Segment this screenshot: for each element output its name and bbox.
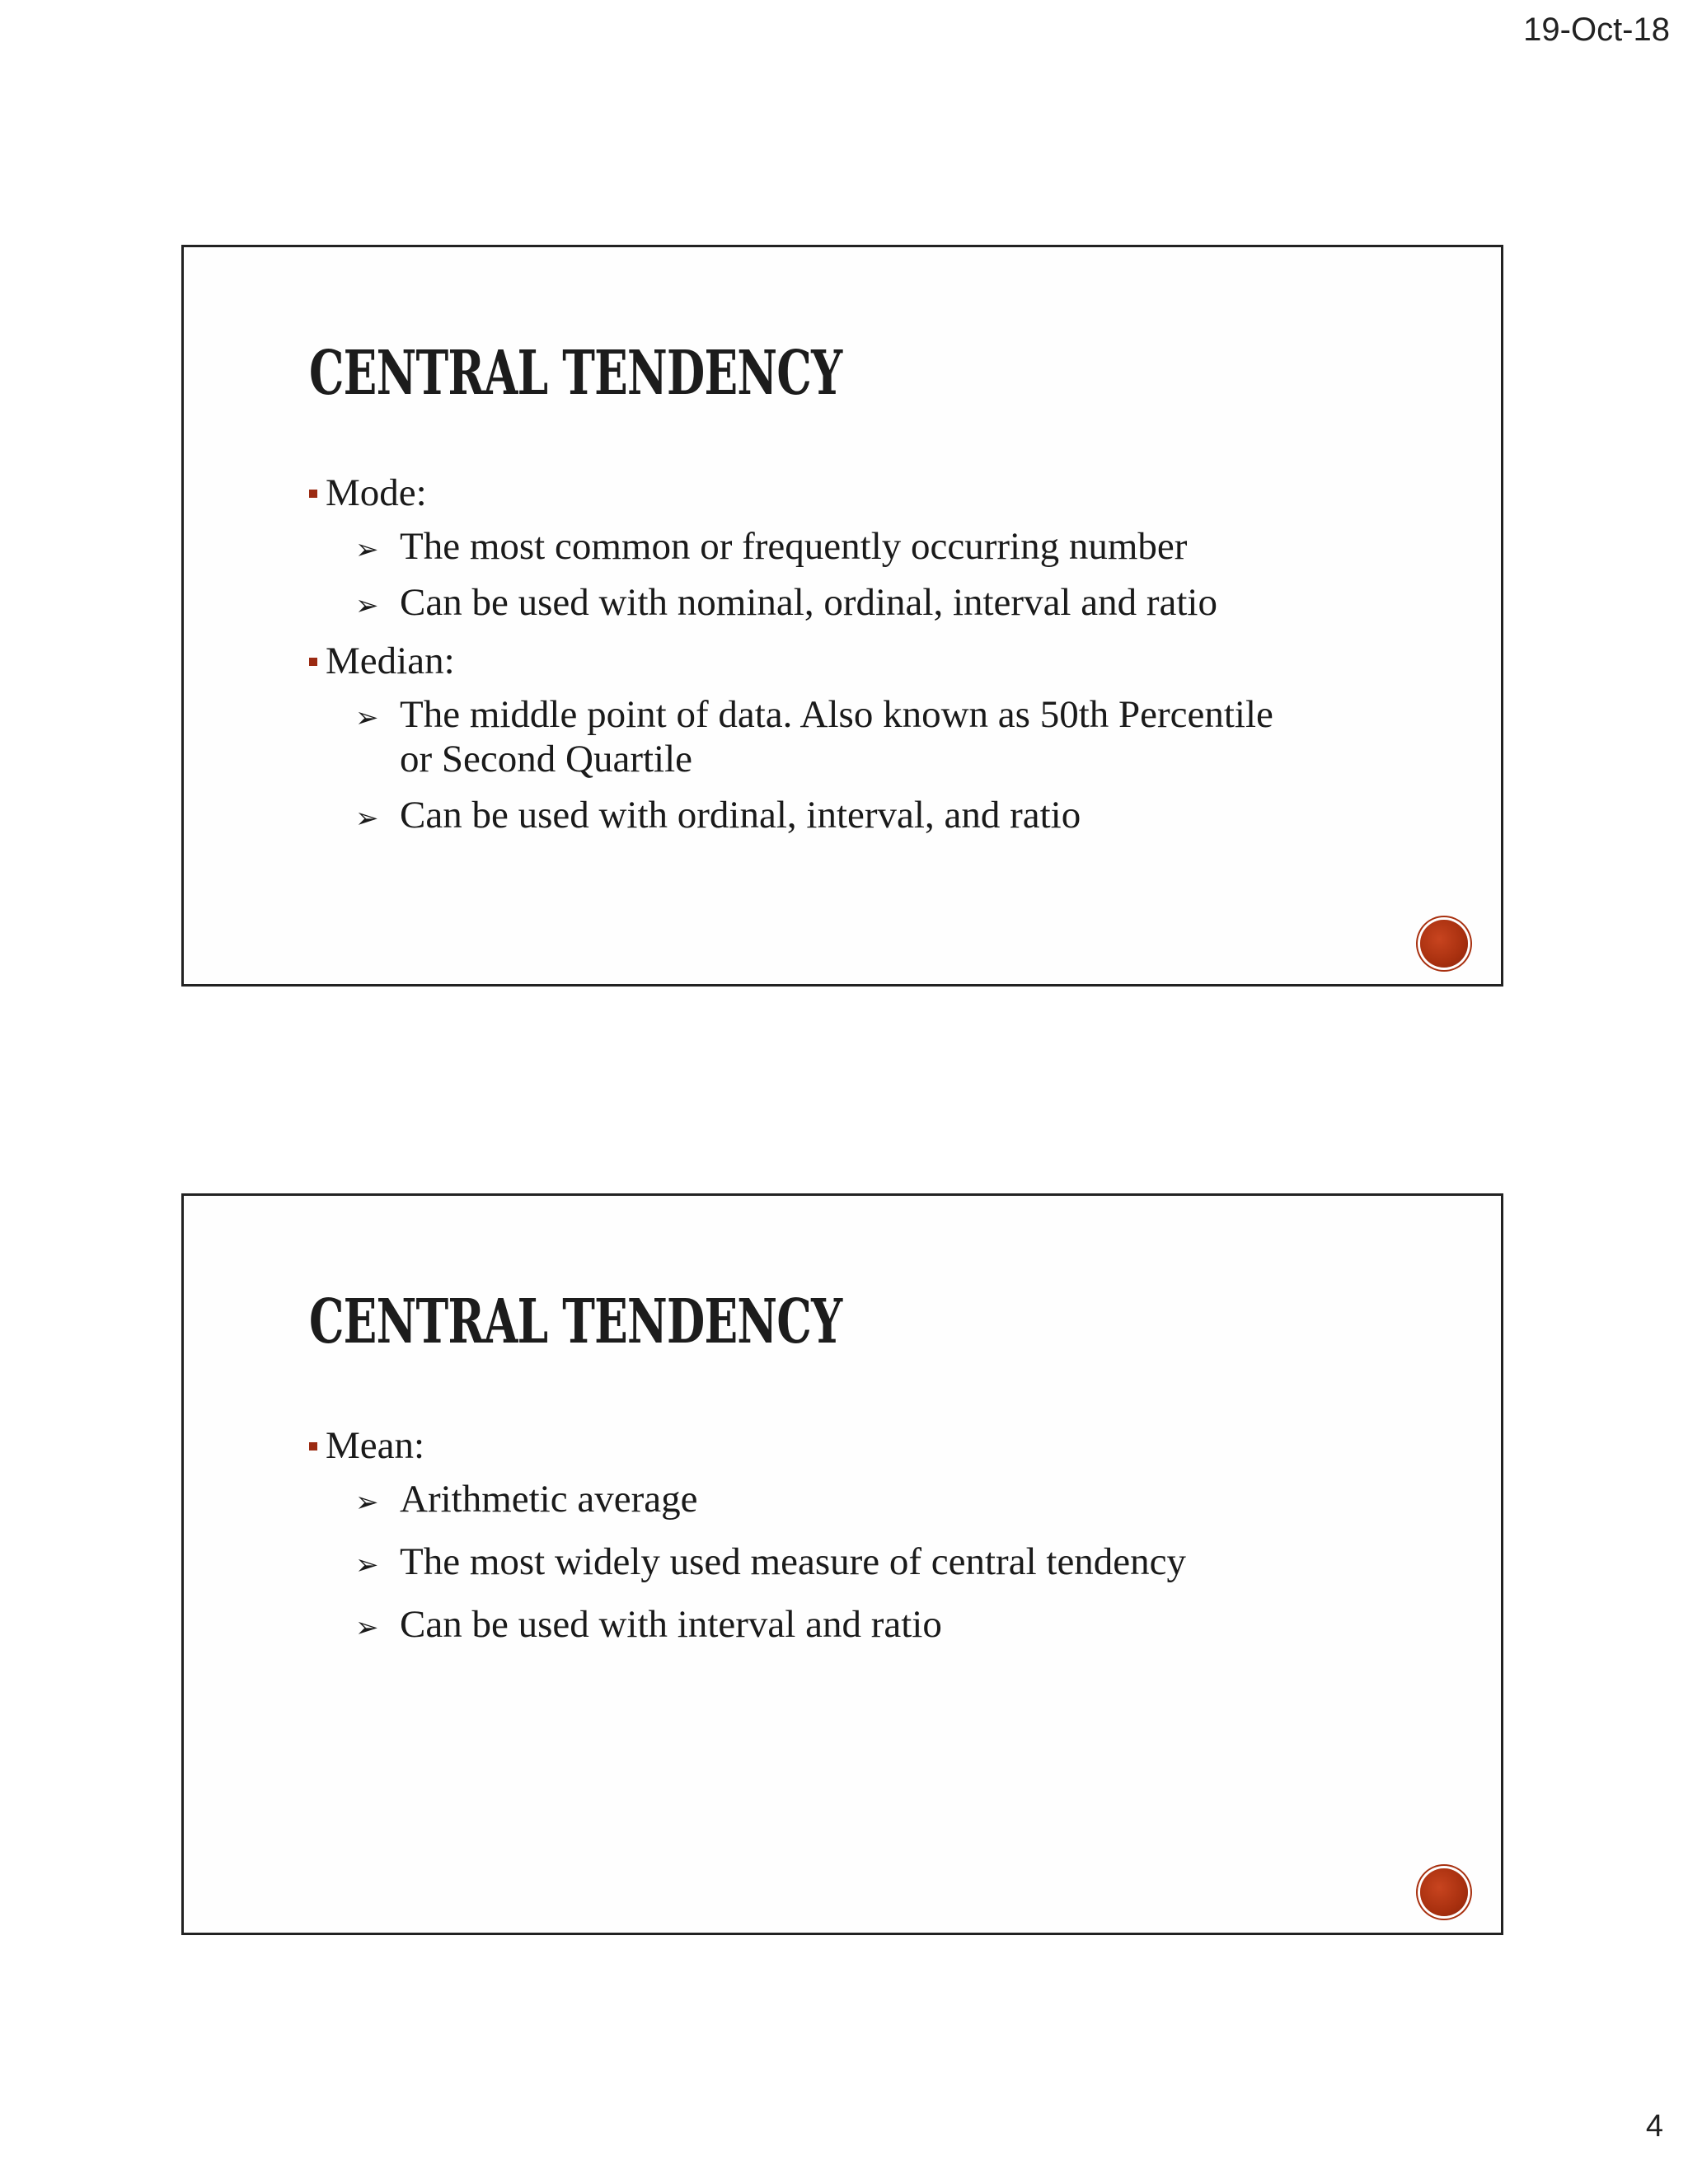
- median-sublist: [309, 692, 1402, 837]
- page-date: 19-Oct-18: [1523, 12, 1670, 48]
- list-item: [309, 580, 1402, 625]
- list-item: [309, 1540, 1402, 1584]
- slide-badge-icon: [1420, 920, 1468, 968]
- list-item-text: Can be used with ordinal, interval, and ratio: [400, 794, 1081, 837]
- list-item-text: Can be used with interval and ratio: [400, 1603, 942, 1646]
- page-number: 4: [1645, 2109, 1663, 2144]
- mean-sublist: [309, 1477, 1402, 1647]
- list-item-text: The middle point of data. Also known as 50th Percentile or Second Quartile: [400, 693, 1273, 780]
- slide-title: CENTRAL TENDENCY: [309, 1286, 842, 1357]
- bullet-median: [309, 638, 1402, 684]
- arrow-bullet-icon: ➢: [355, 1549, 379, 1582]
- square-bullet-icon: [309, 658, 317, 666]
- bullet-mean: [309, 1422, 1402, 1469]
- slide-1: [181, 245, 1503, 987]
- arrow-bullet-icon: ➢: [355, 1486, 379, 1519]
- arrow-bullet-icon: ➢: [355, 533, 379, 566]
- arrow-bullet-icon: ➢: [355, 589, 379, 622]
- bullet-heading: Mode:: [326, 471, 427, 514]
- list-item: [309, 692, 1402, 781]
- slide-badge-icon: [1420, 1868, 1468, 1916]
- list-item-text: The most common or frequently occurring number: [400, 525, 1188, 568]
- list-item: [309, 1477, 1402, 1521]
- list-item-text: Can be used with nominal, ordinal, interval and ratio: [400, 581, 1217, 624]
- square-bullet-icon: [309, 490, 317, 498]
- list-item: [309, 1602, 1402, 1647]
- bullet-heading: Mean:: [326, 1424, 425, 1467]
- slide-body: [309, 470, 1402, 851]
- list-item: [309, 524, 1402, 569]
- slide-title: CENTRAL TENDENCY: [309, 338, 842, 409]
- arrow-bullet-icon: ➢: [355, 701, 379, 734]
- mode-sublist: [309, 524, 1402, 625]
- square-bullet-icon: [309, 1442, 317, 1451]
- arrow-bullet-icon: ➢: [355, 1611, 379, 1644]
- arrow-bullet-icon: ➢: [355, 802, 379, 835]
- bullet-heading: Median:: [326, 640, 455, 682]
- slide-body: [309, 1422, 1402, 1665]
- slide-2: [181, 1193, 1503, 1935]
- list-item-text: The most widely used measure of central tendency: [400, 1540, 1187, 1583]
- list-item-text: Arithmetic average: [400, 1478, 698, 1521]
- list-item: [309, 793, 1402, 837]
- bullet-mode: [309, 470, 1402, 516]
